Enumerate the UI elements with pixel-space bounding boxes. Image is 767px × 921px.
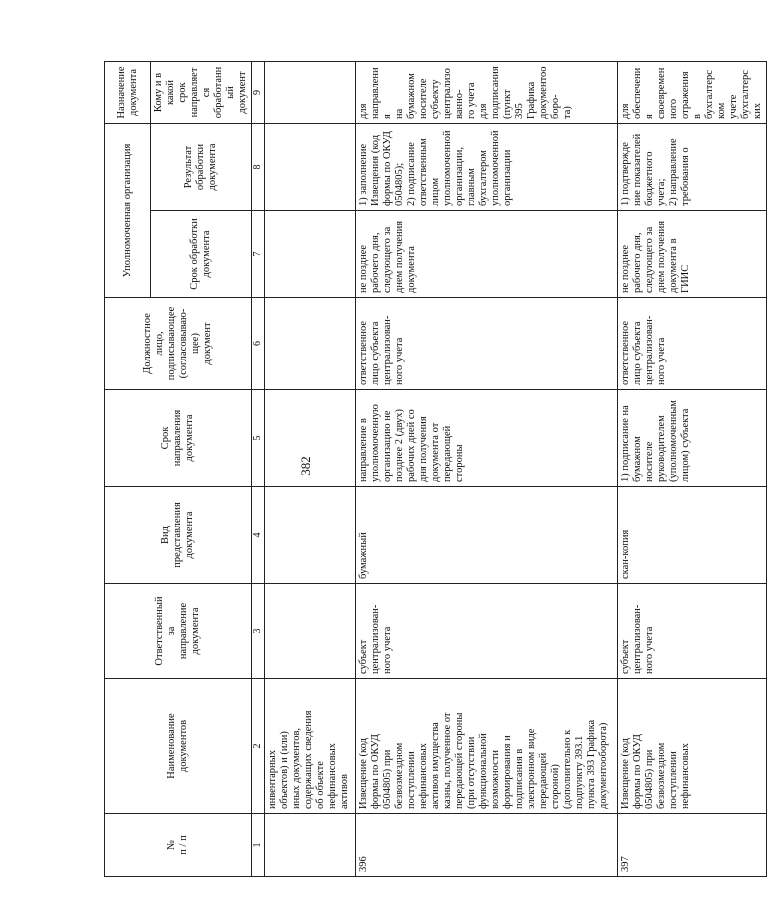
header-authorized-org: Уполномоченная организация — [105, 124, 151, 298]
header-num: № п / п — [105, 814, 252, 877]
header-purpose: Назначение документа — [105, 62, 151, 124]
header-document-name: Наименование документов — [105, 679, 252, 814]
header-form: Вид представления документа — [105, 487, 252, 584]
row-document-name: инвентарных объектов) и (или) иных документов, содержащих сведения об объекте нефинансовых активов — [265, 679, 356, 814]
document-flow-table — [104, 61, 767, 877]
row-processing-time: не позднее рабочего дня, следующего за днем получения документа — [356, 211, 618, 298]
row-document-name: Извещение (код формы по ОКУД 0504805) при безвозмездном поступлении нефинансовых — [618, 679, 767, 814]
row-number: 397 — [618, 814, 767, 877]
rotated-table-container — [104, 62, 763, 877]
row-processing-result: 1) подтвержде ние показателей бюджетного учета; 2) направление требования о — [618, 124, 767, 211]
column-numbers-row — [252, 62, 265, 877]
row-processing-time — [265, 211, 356, 298]
row-official: ответственное лицо субъекта централизован- ного учета — [356, 298, 618, 390]
row-form — [265, 487, 356, 584]
row-responsible: субъект централизован- ного учета — [618, 584, 767, 679]
row-destination: для направления на бумажном носителе субъекту централизованно- го учета для подписания (пункт 395 Графика документооборо- та) — [356, 62, 618, 124]
header-responsible: Ответственный за направление документа — [105, 584, 252, 679]
table-row — [618, 62, 767, 877]
row-form: скан-копия — [618, 487, 767, 584]
column-number: 4 — [252, 487, 265, 584]
row-official: ответственное лицо субъекта централизован- ного учета — [618, 298, 767, 390]
row-official — [265, 298, 356, 390]
row-deadline: направление в уполномоченную организацию не позднее 2 (двух) рабочих дней со дня получения документа от передающей стороны — [356, 390, 618, 487]
header-deadline: Срок направления документа — [105, 390, 252, 487]
row-processing-result — [265, 124, 356, 211]
column-number: 6 — [252, 298, 265, 390]
column-number: 9 — [252, 62, 265, 124]
table-row — [356, 62, 618, 877]
header-official: Должностное лицо, подписывающее (согласовываю- щее) документ — [105, 298, 252, 390]
column-number: 2 — [252, 679, 265, 814]
row-processing-result: 1) заполнение Извещения (код формы по ОКУД 0504805); 2) подписание ответственным лицом уполномоченной организации, главным бухгалтером уполномоченной организации — [356, 124, 618, 211]
row-deadline: 1) подписание на бумажном носителе руководителем (уполномоченным лицом) субъекта — [618, 390, 767, 487]
row-destination — [265, 62, 356, 124]
column-number: 3 — [252, 584, 265, 679]
row-deadline — [265, 390, 356, 487]
header-processing-result: Результат обработки документа — [151, 124, 252, 211]
row-number — [265, 814, 356, 877]
row-document-name: Извещение (код формы по ОКУД 0504805) при безвозмездном поступлении нефинансовых активов имущества казны, полученное от передающей стороны (при отсутствии функциональной возможности формирования и подписания в электронном виде передающей стороной) (дополнительно к подпункту 393.1 пункта 393 Графика документооборота) — [356, 679, 618, 814]
table-row — [265, 62, 356, 877]
header-processing-time: Срок обработки документа — [151, 211, 252, 298]
row-processing-time: не позднее рабочего дня, следующего за днем получения документа в ГИИС — [618, 211, 767, 298]
column-number: 5 — [252, 390, 265, 487]
column-number: 8 — [252, 124, 265, 211]
row-responsible — [265, 584, 356, 679]
page-number: 382 — [298, 456, 313, 476]
row-responsible: субъект централизован- ного учета — [356, 584, 618, 679]
column-number: 1 — [252, 814, 265, 877]
row-destination: для обеспечения своевременного отражения в бухгалтерском учете бухгалтерских — [618, 62, 767, 124]
header-row-top — [105, 62, 151, 877]
row-number: 396 — [356, 814, 618, 877]
header-destination: Кому и в какой срок направляется обработанный документ — [151, 62, 252, 124]
row-form: бумажный — [356, 487, 618, 584]
column-number: 7 — [252, 211, 265, 298]
